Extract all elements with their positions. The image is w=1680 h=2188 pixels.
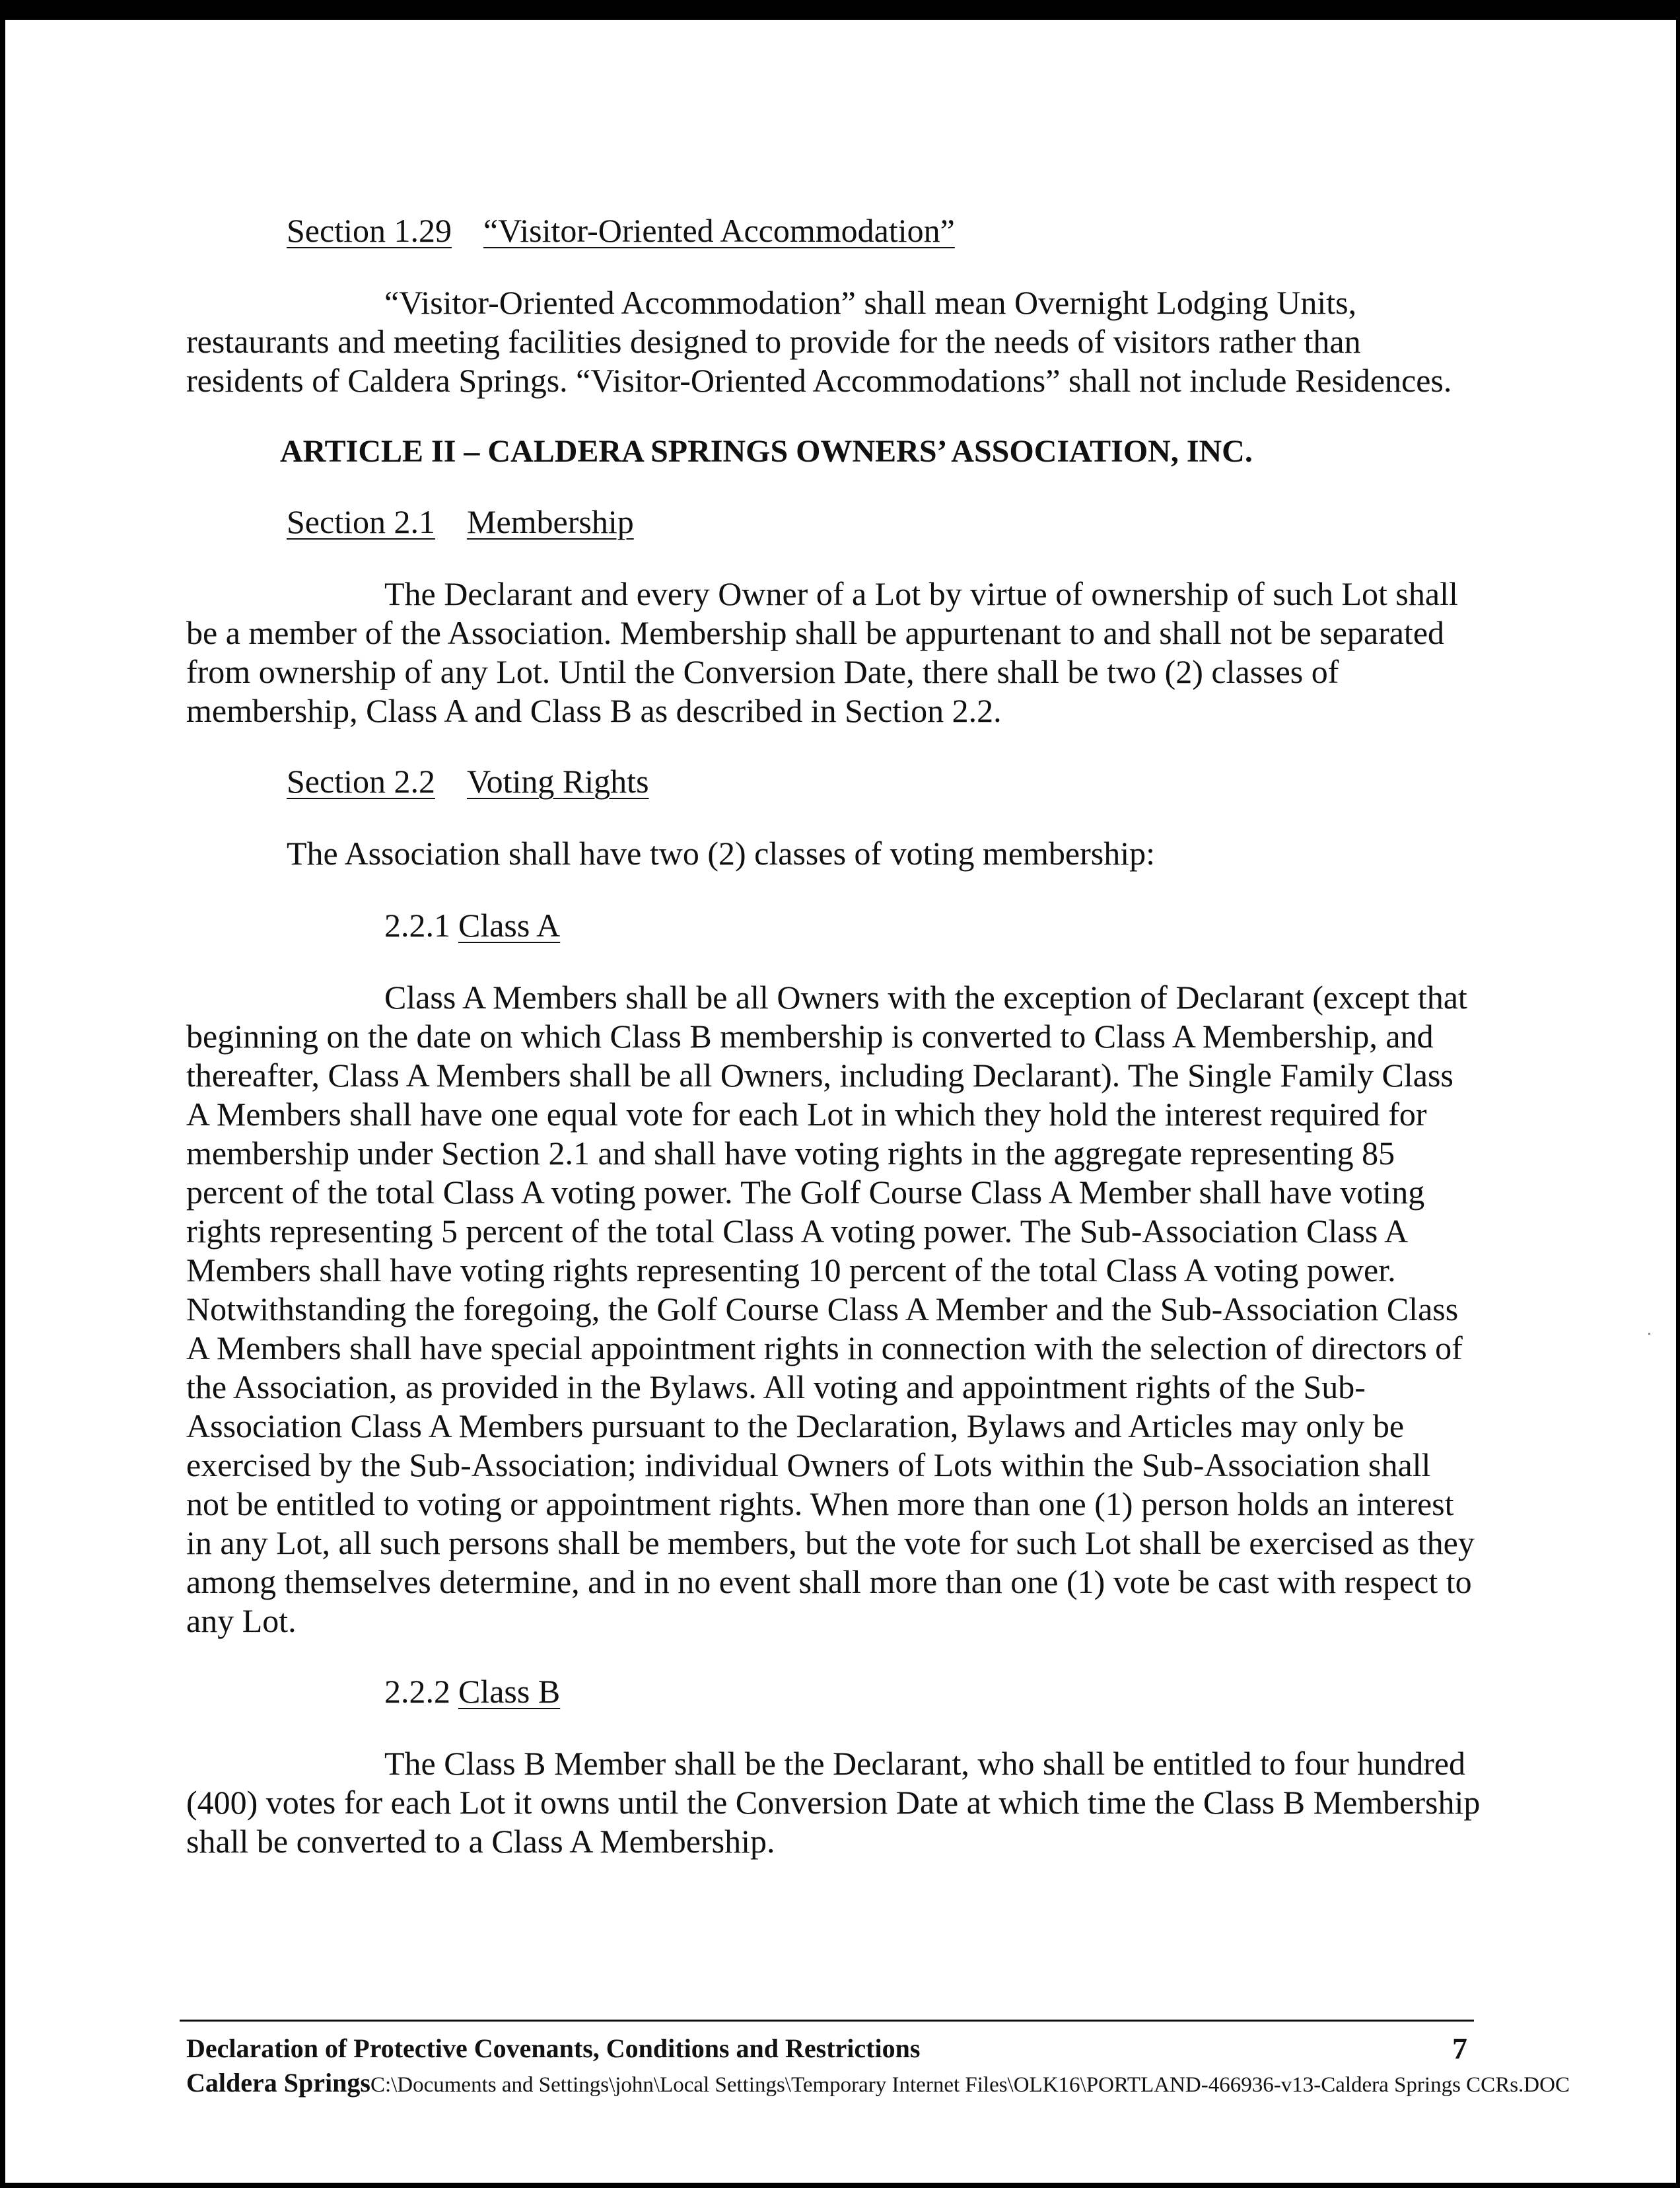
footer-document-title: Declaration of Protective Covenants, Conditions and Restrictions — [186, 2033, 921, 2063]
section-number: Section 1.29 — [287, 212, 452, 249]
article-2-heading: ARTICLE II – CALDERA SPRINGS OWNERS’ ASSOCIATION, INC. — [280, 434, 1253, 469]
section-title: Membership — [466, 503, 634, 540]
subsection-2-2-2-body: The Class B Member shall be the Declarant, who shall be entitled to four hundred (400) votes for each Lot it owns until the Conversion Date at which time the Class B Membership shall be converted to a Class A Membership. — [186, 1745, 1481, 1860]
scan-bottom-border — [0, 2183, 1680, 2188]
footer-path-line — [186, 2065, 1570, 2107]
page-number: 7 — [1452, 2031, 1467, 2065]
section-number: Section 2.2 — [287, 763, 435, 800]
section-title: “Visitor-Oriented Accommodation” — [483, 212, 955, 249]
footer-project-name: Caldera Springs — [186, 2068, 370, 2098]
subsection-title: Class A — [458, 907, 561, 944]
scan-top-border — [0, 0, 1680, 20]
section-1-29-heading — [287, 211, 1481, 250]
subsection-number: 2.2.1 — [384, 907, 450, 944]
scan-right-border — [1676, 0, 1680, 2188]
section-2-2-intro: The Association shall have two (2) classes of voting membership: — [287, 835, 1156, 872]
subsection-2-2-1-heading — [384, 906, 1481, 945]
document-page — [186, 211, 1481, 1861]
footer-file-path: C:\Documents and Settings\john\Local Settings\Temporary Internet Files\OLK16\PORTLAND-466936-v13-Caldera Springs CCRs.DOC — [370, 2073, 1570, 2097]
section-title: Voting Rights — [466, 763, 649, 800]
section-1-29-body: “Visitor-Oriented Accommodation” shall mean Overnight Lodging Units, restaurants and meeting facilities designed to provide for the needs of visitors rather than residents of Caldera Springs. “Visitor-Oriented Accommodations” shall not include Residences. — [186, 284, 1452, 399]
scan-speck — [1648, 1333, 1650, 1335]
subsection-2-2-2-heading — [384, 1672, 1481, 1711]
scan-left-border — [0, 0, 5, 2188]
subsection-number: 2.2.2 — [384, 1673, 450, 1710]
subsection-title: Class B — [458, 1673, 561, 1710]
section-2-2-heading — [287, 762, 1481, 801]
section-2-1-heading — [287, 503, 1481, 542]
section-2-1-body: The Declarant and every Owner of a Lot by virtue of ownership of such Lot shall be a member of the Association. Membership shall be appurtenant to and shall not be separated from ownership of any Lot. Until the Conversion Date, there shall be two (2) classes of membership, Class A and Class B as described in Section 2.2. — [186, 575, 1458, 729]
subsection-2-2-1-body: Class A Members shall be all Owners with the exception of Declarant (except that beginning on the date on which Class B membership is converted to Class A Membership, and thereafter, Class A Members shall be all Owners, including Declarant). The Single Family Class A Members shall have one equal vote for each Lot in which they hold the interest required for membership under Section 2.1 and shall have voting rights in the aggregate representing 85 percent of the total Class A voting power. The Golf Course Class A Member shall have voting rights representing 5 percent of the total Class A voting power. The Sub-Association Class A Members shall have voting rights representing 10 percent of the total Class A voting power. Notwithstanding the foregoing, the Golf Course Class A Member and the Sub-Association Class A Members shall have special appointment rights in connection with the selection of directors of the Association, as provided in the Bylaws. All voting and appointment rights of the Sub-Association Class A Members pursuant to the Declaration, Bylaws and Articles may only be exercised by the Sub-Association; individual Owners of Lots within the Sub-Association shall not be entitled to voting or appointment rights. When more than one (1) person holds an interest in any Lot, all such persons shall be members, but the vote for such Lot shall be exercised as they among themselves determine, and in no event shall more than one (1) vote be cast with respect to any Lot. — [186, 979, 1475, 1639]
footer-divider — [180, 2020, 1474, 2022]
footer-title-line — [186, 2031, 1467, 2066]
section-number: Section 2.1 — [287, 503, 435, 540]
